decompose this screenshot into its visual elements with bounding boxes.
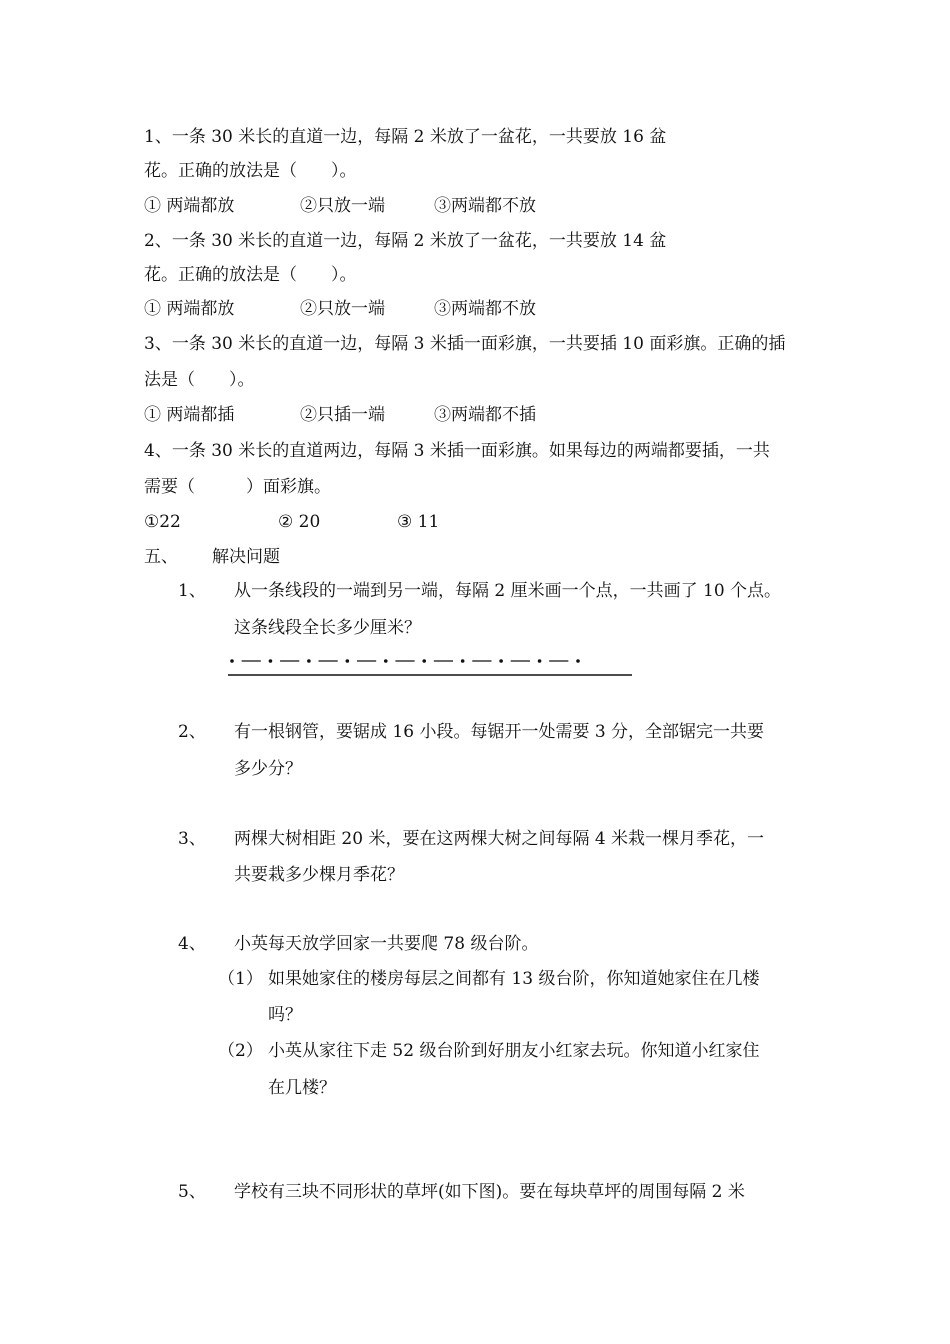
q2-option-2: ②只放一端 [300,299,385,319]
q3-option-3: ③两端都不插 [434,405,536,425]
q2-text-line2: 花。正确的放法是（ ）。 [144,265,357,285]
q2-option-3: ③两端都不放 [434,299,536,319]
segment-dot [269,659,273,663]
problem-4-sub1-number: （1） [218,969,263,989]
segment-dot [461,659,465,663]
problem-1-number: 1、 [178,581,206,601]
section-5-title: 解决问题 [212,547,280,567]
segment-dot [384,659,388,663]
problem-4-text-line1: 小英每天放学回家一共要爬 78 级台阶。 [234,934,539,954]
segment-dot [576,659,580,663]
segment-dot [538,659,542,663]
q1-option-1: ① 两端都放 [144,196,235,216]
section-5-number: 五、 [144,547,178,567]
problem-4-sub1-line2: 吗？ [268,1005,302,1025]
dotted-line-segment-figure [228,649,632,677]
problem-4-sub1-line1: 如果她家住的楼房每层之间都有 13 级台阶，你知道她家住在几楼 [268,969,760,989]
problem-3-text-line1: 两棵大树相距 20 米，要在这两棵大树之间每隔 4 米栽一棵月季花，一 [234,829,765,849]
q4-text-line2: 需要（ ）面彩旗。 [144,477,331,497]
problem-2-text-line1: 有一根钢管，要锯成 16 小段。每锯开一处需要 3 分，全部锯完一共要 [234,722,765,742]
q1-option-3: ③两端都不放 [434,196,536,216]
q4-option-2: ② 20 [278,512,321,532]
q2-text-line1: 2、一条 30 米长的直道一边，每隔 2 米放了一盆花，一共要放 14 盆 [144,231,667,251]
problem-4-sub2-number: （2） [218,1041,263,1061]
segment-dot [230,659,234,663]
problem-2-number: 2、 [178,722,206,742]
problem-5-text-line1: 学校有三块不同形状的草坪(如下图)。要在每块草坪的周围每隔 2 米 [234,1182,745,1202]
q3-option-1: ① 两端都插 [144,405,235,425]
segment-dot [346,659,350,663]
problem-3-text-line2: 共要栽多少棵月季花？ [234,865,404,885]
problem-4-sub2-line1: 小英从家往下走 52 级台阶到好朋友小红家去玩。你知道小红家住 [268,1041,760,1061]
q4-text-line1: 4、一条 30 米长的直道两边，每隔 3 米插一面彩旗。如果每边的两端都要插，一共 [144,441,770,461]
problem-4-number: 4、 [178,934,206,954]
q4-option-3: ③ 11 [397,512,440,532]
problem-5-number: 5、 [178,1182,206,1202]
q2-option-1: ① 两端都放 [144,299,235,319]
q1-option-2: ②只放一端 [300,196,385,216]
segment-dot [499,659,503,663]
q3-text-line2: 法是（ ）。 [144,370,255,390]
problem-1-text-line2: 这条线段全长多少厘米？ [234,618,421,638]
q4-option-1: ①22 [144,512,181,532]
problem-3-number: 3、 [178,829,206,849]
problem-1-text-line1: 从一条线段的一端到另一端，每隔 2 厘米画一个点，一共画了 10 个点。 [234,581,782,601]
segment-dot [422,659,426,663]
problem-4-sub2-line2: 在几楼？ [268,1078,336,1098]
q1-text-line2: 花。正确的放法是（ ）。 [144,161,357,181]
q3-text-line1: 3、一条 30 米长的直道一边，每隔 3 米插一面彩旗，一共要插 10 面彩旗。正确的插 [144,334,786,354]
problem-2-text-line2: 多少分？ [234,759,302,779]
q3-option-2: ②只插一端 [300,405,385,425]
segment-dot [307,659,311,663]
q1-text-line1: 1、一条 30 米长的直道一边，每隔 2 米放了一盆花，一共要放 16 盆 [144,127,667,147]
